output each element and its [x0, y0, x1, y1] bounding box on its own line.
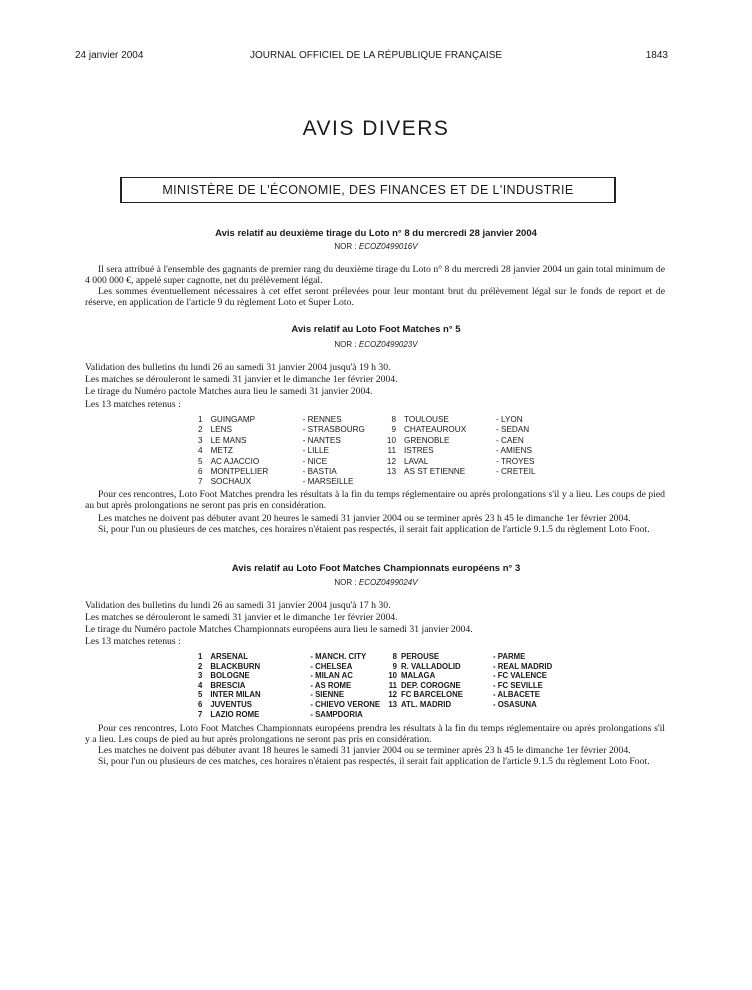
section-3-line: Validation des bulletins du lundi 26 au samedi 31 janvier 2004 jusqu'à 17 h 30.: [85, 600, 391, 611]
match-home: BRESCIA: [210, 680, 246, 690]
match-number: 10: [388, 671, 397, 681]
match-home: GUINGAMP: [210, 415, 256, 424]
match-number: 13: [388, 699, 397, 709]
match-row: [198, 467, 365, 477]
section-2-nor: NOR : ECOZ0499023V: [334, 340, 418, 349]
match-home: MONTPELLIER: [210, 467, 269, 477]
match-home: BLACKBURN: [210, 661, 261, 671]
match-number: 3: [198, 435, 203, 445]
match-away: - ALBACETE: [493, 690, 540, 700]
match-home: ARSENAL: [210, 652, 249, 661]
match-row: [386, 436, 536, 446]
page-title: AVIS DIVERS: [302, 117, 450, 140]
match-home: MALAGA: [401, 671, 436, 681]
match-row: [198, 477, 365, 487]
header-date: 24 janvier 2004: [75, 50, 144, 61]
match-home: ATL. MADRID: [401, 699, 452, 709]
section-2-line: Le tirage du Numéro pactole Matches aura lieu le samedi 31 janvier 2004.: [85, 386, 373, 397]
match-away: - BASTIA: [302, 467, 337, 477]
header-page-number: 1843: [645, 50, 668, 61]
match-number: 7: [198, 709, 203, 719]
match-row: [198, 415, 365, 425]
match-away: - AMIENS: [496, 446, 532, 456]
section-2-paragraph: Si, pour l'un ou plusieurs de ces matches, ces horaires n'étaient pas respectés, il serait fait application de l'article 9.1.5 du règlement Loto Foot.: [98, 524, 650, 535]
match-home: LAVAL: [404, 456, 429, 466]
section-3-line: Les 13 matches retenus :: [85, 636, 181, 647]
match-row: [386, 467, 536, 477]
section-2-line: Les 13 matches retenus :: [85, 399, 181, 410]
match-number: 1: [198, 652, 203, 661]
match-number: 4: [198, 680, 203, 690]
match-row: [198, 436, 365, 446]
section-3-matches-left: [198, 652, 380, 719]
section-3-paragraph: Pour ces rencontres, Loto Foot Matches Championnats européens prendra les résultats à la fin du temps réglementaire ou après prolongations s'il y a lieu. Les coups de pied au but après prolongations ne seront pas pris en considération.: [85, 723, 665, 745]
match-away: - NANTES: [302, 435, 341, 445]
match-number: 9: [392, 661, 397, 671]
match-row: [198, 662, 380, 672]
match-row: [198, 457, 365, 467]
match-home: AC AJACCIO: [210, 456, 260, 466]
header-journal: JOURNAL OFFICIEL DE LA RÉPUBLIQUE FRANÇAISE: [249, 50, 503, 61]
section-2-matches-right: [386, 415, 536, 477]
section-3-line: Le tirage du Numéro pactole Matches Championnats européens aura lieu le samedi 31 janvier 2004.: [85, 624, 473, 635]
section-2-matches-left: [198, 415, 365, 488]
match-away: - SIENNE: [310, 690, 345, 700]
match-row: [387, 681, 552, 691]
match-away: - FC SEVILLE: [493, 680, 543, 690]
match-number: 5: [198, 456, 203, 466]
match-home: LE MANS: [210, 435, 247, 445]
section-3-paragraph: Les matches ne doivent pas débuter avant 18 heures le samedi 31 janvier 2004 ou se terminer après 23 h 45 le dimanche 1er février 2004.: [98, 745, 631, 756]
match-away: - AS ROME: [310, 680, 352, 690]
match-home: DEP. COROGNE: [401, 680, 461, 690]
match-away: - CAEN: [496, 435, 524, 445]
match-home: PEROUSE: [401, 652, 440, 661]
match-row: [386, 425, 536, 435]
match-away: - CRETEIL: [496, 467, 536, 477]
match-home: FC BARCELONE: [401, 690, 463, 700]
match-number: 11: [388, 680, 397, 690]
ministry-name: MINISTÈRE DE L'ÉCONOMIE, DES FINANCES ET DE L'INDUSTRIE: [162, 183, 574, 197]
match-number: 9: [391, 425, 396, 435]
match-row: [198, 700, 380, 710]
match-number: 12: [386, 456, 396, 466]
match-number: 13: [386, 467, 396, 477]
section-2-title: Avis relatif au Loto Foot Matches n° 5: [291, 324, 461, 335]
match-row: [198, 671, 380, 681]
match-home: BOLOGNE: [210, 671, 250, 681]
match-away: - SEDAN: [496, 425, 530, 435]
match-away: - LYON: [496, 415, 523, 424]
section-1-paragraph: Il sera attribué à l'ensemble des gagnants de premier rang du deuxième tirage du Loto n° 8 du mercredi 28 janvier 2004 un gain total minimum de 4 000 000 €, appelé super cagnotte, net du prélèvement légal.: [85, 264, 665, 286]
match-number: 8: [391, 415, 396, 424]
match-row: [198, 690, 380, 700]
match-away: - OSASUNA: [493, 699, 537, 709]
section-1-nor: NOR : ECOZ0499016V: [334, 242, 418, 251]
match-row: [198, 446, 365, 456]
match-away: - SAMPDORIA: [310, 709, 363, 719]
section-3-matches-right: [387, 652, 552, 710]
match-away: - MARSEILLE: [302, 477, 354, 487]
match-home: CHATEAUROUX: [404, 425, 467, 435]
match-row: [198, 681, 380, 691]
match-number: 3: [198, 671, 203, 681]
match-away: - RENNES: [302, 415, 342, 424]
match-away: - TROYES: [496, 456, 535, 466]
match-row: [386, 446, 536, 456]
match-home: GRENOBLE: [404, 435, 450, 445]
match-away: - PARME: [493, 652, 526, 661]
match-away: - NICE: [302, 456, 328, 466]
match-home: SOCHAUX: [210, 477, 252, 487]
match-row: [387, 671, 552, 681]
match-home: LAZIO ROME: [210, 709, 260, 719]
match-home: ISTRES: [404, 446, 434, 456]
match-home: METZ: [210, 446, 233, 456]
section-3-paragraph: Si, pour l'un ou plusieurs de ces matches, ces horaires n'étaient pas respectés, il serait fait application de l'article 9.1.5 du règlement Loto Foot.: [98, 756, 650, 767]
match-number: 7: [198, 477, 203, 487]
section-2-paragraph: Les matches ne doivent pas débuter avant 20 heures le samedi 31 janvier 2004 ou se terminer après 23 h 45 le dimanche 1er février 2004.: [98, 513, 631, 524]
match-row: [387, 690, 552, 700]
match-row: [387, 662, 552, 672]
section-3-title: Avis relatif au Loto Foot Matches Championnats européens n° 3: [231, 563, 521, 574]
match-away: - LILLE: [302, 446, 329, 456]
section-3-nor: NOR : ECOZ0499024V: [334, 578, 418, 587]
match-home: R. VALLADOLID: [401, 661, 461, 671]
match-away: - MANCH. CITY: [310, 652, 367, 661]
match-away: - REAL MADRID: [493, 661, 553, 671]
section-2-paragraph: Pour ces rencontres, Loto Foot Matches prendra les résultats à la fin du temps réglementaire ou après prolongations s'il y a lieu. Les coups de pied au but après prolongations ne seront pas pris en considération.: [85, 489, 665, 511]
match-row: [387, 700, 552, 710]
match-home: JUVENTUS: [210, 699, 252, 709]
section-1-title: Avis relatif au deuxième tirage du Loto n° 8 du mercredi 28 janvier 2004: [215, 228, 537, 239]
match-number: 4: [198, 446, 203, 456]
match-number: 1: [198, 415, 203, 424]
match-number: 6: [198, 699, 203, 709]
match-number: 2: [198, 425, 203, 435]
match-away: - CHIEVO VERONE: [310, 699, 381, 709]
match-row: [198, 710, 380, 720]
section-3-line: Les matches se dérouleront le samedi 31 janvier et le dimanche 1er février 2004.: [85, 612, 398, 623]
section-1-paragraph: Les sommes éventuellement nécessaires à cet effet seront prélevées pour leur montant brut du prélèvement légal sur le fonds de report et de réserve, en application de l'article 9 du règlement Loto et Super Loto.: [85, 286, 665, 308]
match-home: INTER MILAN: [210, 690, 261, 700]
match-number: 6: [198, 467, 203, 477]
section-2-line: Validation des bulletins du lundi 26 au samedi 31 janvier 2004 jusqu'à 19 h 30.: [85, 362, 391, 373]
match-away: - MILAN AC: [310, 671, 353, 681]
match-number: 5: [198, 690, 203, 700]
match-number: 10: [386, 435, 396, 445]
match-away: - FC VALENCE: [493, 671, 547, 681]
match-number: 2: [198, 661, 203, 671]
match-number: 11: [387, 446, 396, 456]
match-away: - CHELSEA: [310, 661, 353, 671]
match-row: [386, 415, 536, 425]
match-home: LENS: [210, 425, 232, 435]
match-number: 12: [388, 690, 397, 700]
match-row: [387, 652, 552, 662]
section-2-line: Les matches se dérouleront le samedi 31 janvier et le dimanche 1er février 2004.: [85, 374, 398, 385]
ministry-banner: [120, 177, 616, 203]
match-row: [198, 425, 365, 435]
match-row: [198, 652, 380, 662]
match-home: AS ST ETIENNE: [404, 467, 466, 477]
match-number: 8: [392, 652, 397, 661]
match-row: [386, 457, 536, 467]
match-away: - STRASBOURG: [302, 425, 365, 435]
match-home: TOULOUSE: [404, 415, 449, 424]
